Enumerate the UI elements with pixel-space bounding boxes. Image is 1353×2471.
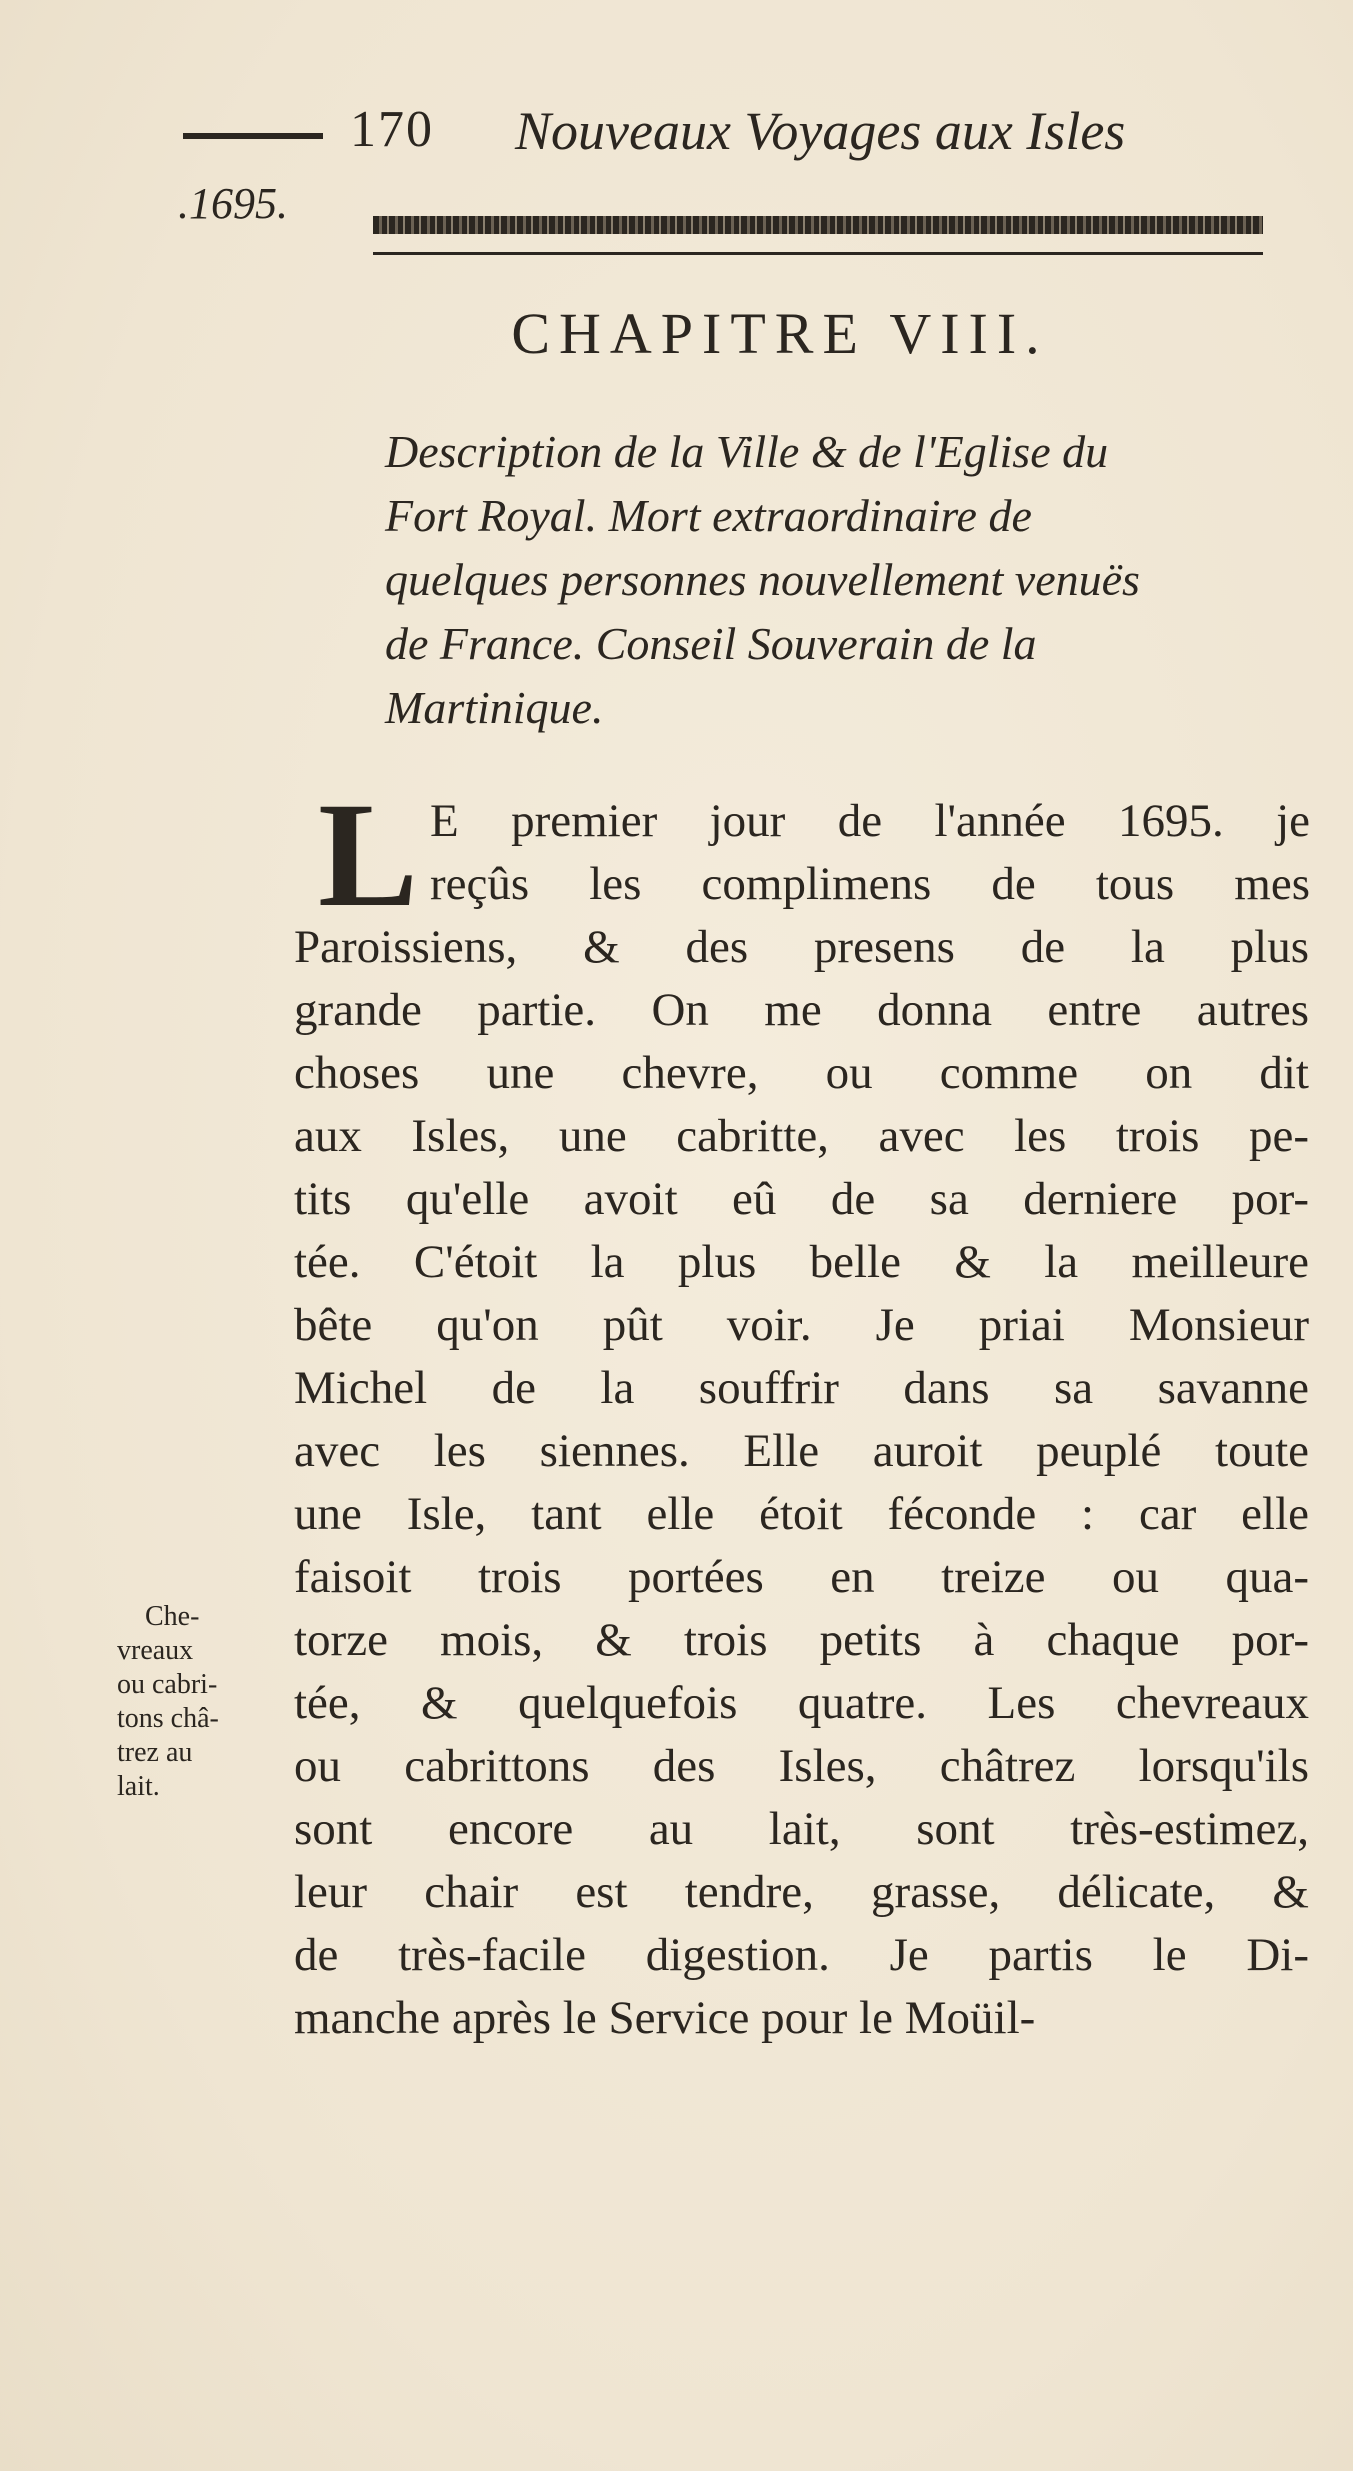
text-line: aux Isles, une cabritte, avec les trois pe- [294, 1110, 1309, 1162]
summary-line: Fort Royal. Mort extraordinaire de [385, 490, 1032, 541]
summary-line: de France. Conseil Souverain de la [385, 618, 1037, 669]
text-line: leur chair est tendre, grasse, délicate, & [294, 1866, 1309, 1918]
margin-note-line: vreaux [117, 1635, 194, 1666]
chapter-summary [385, 420, 1315, 740]
text-line: sont encore au lait, sont très-estimez, [294, 1803, 1309, 1855]
text-line: tée. C'étoit la plus belle & la meilleure [294, 1236, 1309, 1288]
margin-note-line: lait. [117, 1771, 160, 1802]
margin-note-line: trez au [117, 1737, 193, 1768]
year-marginal: .1695. [178, 179, 288, 228]
text-line: grande partie. On me donna entre autres [294, 984, 1309, 1036]
text-line: reçûs les complimens de tous mes [430, 858, 1310, 910]
text-line: tée, & quelquefois quatre. Les chevreaux [294, 1677, 1309, 1729]
text-line: Paroissiens, & des presens de la plus [294, 921, 1309, 973]
summary-line: Martinique. [385, 682, 604, 733]
chapter-title: CHAPITRE VIII. [511, 301, 1049, 366]
page-number: 170 [350, 101, 434, 158]
text-line: faisoit trois portées en treize ou qua- [294, 1551, 1309, 1603]
summary-line: Description de la Ville & de l'Eglise du [385, 426, 1109, 477]
summary-line: quelques personnes nouvellement venuës [385, 554, 1140, 605]
text-line: manche après le Service pour le Moüil- [294, 1992, 1036, 2044]
text-line: choses une chevre, ou comme on dit [294, 1047, 1309, 1099]
ornament-band [373, 216, 1263, 234]
margin-note-line: tons châ- [117, 1703, 219, 1734]
opening-lines [430, 790, 1310, 916]
drop-cap: L [318, 772, 419, 938]
text-line: Michel de la souffrir dans sa savanne [294, 1362, 1309, 1414]
body-text [294, 916, 1309, 2050]
ornament-rule [373, 252, 1263, 255]
text-line: E premier jour de l'année 1695. je [430, 795, 1310, 847]
text-line: avec les siennes. Elle auroit peuplé toute [294, 1425, 1309, 1477]
text-line: bête qu'on pût voir. Je priai Monsieur [294, 1299, 1309, 1351]
text-line: de très-facile digestion. Je partis le Di- [294, 1929, 1309, 1981]
text-line: torze mois, & trois petits à chaque por- [294, 1614, 1309, 1666]
running-title: Nouveaux Voyages aux Isles [515, 101, 1126, 161]
margin-note [117, 1600, 287, 1804]
header-rule [183, 133, 323, 139]
margin-note-line: ou cabri- [117, 1669, 218, 1700]
text-line: tits qu'elle avoit eû de sa derniere por- [294, 1173, 1309, 1225]
text-line: ou cabrittons des Isles, châtrez lorsqu'ils [294, 1740, 1309, 1792]
margin-note-line: Che- [145, 1601, 200, 1632]
text-line: une Isle, tant elle étoit féconde : car elle [294, 1488, 1309, 1540]
